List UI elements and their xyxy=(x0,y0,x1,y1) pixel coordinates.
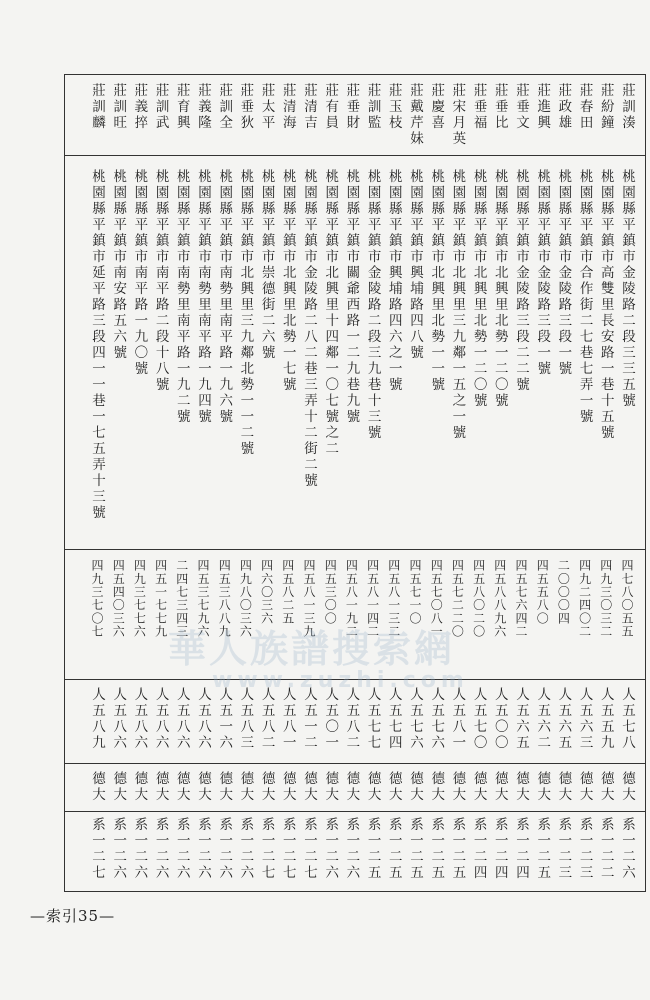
entry-kinship: 系一二七 xyxy=(301,817,317,881)
entry-unit: 德大 xyxy=(470,771,487,803)
entry-address: 桃園縣平鎮市延平路三段四一一巷一七五弄十三號 xyxy=(89,169,105,521)
entry-column xyxy=(278,75,298,891)
entry-name: 莊政雄 xyxy=(555,83,572,131)
entry-kinship: 系一二六 xyxy=(237,817,254,881)
entry-address: 桃園縣平鎮市北興里三九鄰一五之一號 xyxy=(449,169,466,441)
entry-address: 桃園縣平鎮市興埔路四六之一號 xyxy=(385,169,402,393)
entry-number: 四五一七七九 xyxy=(153,559,168,639)
entry-kinship: 系一二三 xyxy=(555,817,572,881)
entry-name: 莊垂福 xyxy=(470,83,487,131)
entry-address: 桃園縣平鎮市金陵路二段三九巷十三號 xyxy=(364,169,381,441)
entry-address: 桃園縣平鎮市南勢里南平路一九四號 xyxy=(195,169,211,425)
entry-kinship: 系一二七 xyxy=(89,817,105,881)
entry-address: 桃園縣平鎮市北興里十四鄰一〇七號之二 xyxy=(322,169,339,457)
entry-column xyxy=(596,75,616,891)
entry-column xyxy=(363,75,383,891)
entry-unit: 德大 xyxy=(449,771,466,803)
entry-category: 人五六二 xyxy=(534,687,551,751)
entry-category: 人五八九 xyxy=(89,687,105,751)
entry-address: 桃園縣平鎮市南安路五六號 xyxy=(110,169,127,361)
entry-category: 人五七四 xyxy=(385,687,402,751)
entry-unit: 德大 xyxy=(89,771,105,803)
entry-kinship: 系一二六 xyxy=(131,817,148,881)
entry-name: 莊慶喜 xyxy=(428,83,445,131)
entry-name: 莊太平 xyxy=(258,83,275,131)
entry-number: 四九八〇三六 xyxy=(238,559,253,639)
entry-unit: 德大 xyxy=(279,771,296,803)
entry-number: 四五八一九二 xyxy=(344,559,359,639)
entry-category: 人五八二 xyxy=(343,687,360,751)
entry-unit: 德大 xyxy=(131,771,148,803)
entry-kinship: 系一二三 xyxy=(576,817,593,881)
entry-number: 四九三七〇七 xyxy=(90,559,104,639)
entry-category: 人五八六 xyxy=(131,687,148,751)
entry-kinship: 系一二六 xyxy=(110,817,127,881)
entry-number: 四九三〇三二 xyxy=(598,559,613,639)
entry-unit: 德大 xyxy=(491,771,508,803)
entry-category: 人五一二 xyxy=(301,687,317,751)
entry-column xyxy=(384,75,404,891)
entry-number: 四五五八〇 xyxy=(535,559,550,625)
entry-column xyxy=(426,75,446,891)
entry-number: 四五三八八九 xyxy=(217,559,232,639)
entry-unit: 德大 xyxy=(555,771,572,803)
entry-column xyxy=(129,75,149,891)
entry-unit: 德大 xyxy=(364,771,381,803)
entry-unit: 德大 xyxy=(322,771,339,803)
entry-address: 桃園縣平鎮市北興里北勢一二〇號 xyxy=(491,169,508,409)
entry-category: 人五五九 xyxy=(597,687,614,751)
entry-kinship: 系一二五 xyxy=(385,817,402,881)
entry-category: 人五六三 xyxy=(576,687,593,751)
entry-column xyxy=(214,75,234,891)
entry-kinship: 系一二四 xyxy=(513,817,529,881)
entry-column xyxy=(257,75,277,891)
entry-kinship: 系一二四 xyxy=(491,817,508,881)
entry-name: 莊春田 xyxy=(576,83,593,131)
entry-name: 莊清吉 xyxy=(301,83,317,131)
entry-column xyxy=(490,75,510,891)
entry-category: 人五一六 xyxy=(216,687,233,751)
entry-unit: 德大 xyxy=(258,771,275,803)
entry-column xyxy=(320,75,340,891)
entry-kinship: 系一二五 xyxy=(534,817,551,881)
entry-category: 人五八六 xyxy=(195,687,211,751)
entry-unit: 德大 xyxy=(110,771,127,803)
entry-unit: 德大 xyxy=(597,771,614,803)
entry-name: 莊訓武 xyxy=(152,83,169,131)
entry-number: 二四七三四三 xyxy=(174,559,189,639)
entry-number: 四九三七七六 xyxy=(132,559,147,639)
entry-number: 四五三〇〇 xyxy=(323,559,338,625)
entry-unit: 德大 xyxy=(173,771,190,803)
entry-unit: 德大 xyxy=(216,771,233,803)
entry-name: 莊育興 xyxy=(173,83,190,131)
entry-kinship: 系一二二 xyxy=(597,817,614,881)
entry-column xyxy=(151,75,171,891)
entry-address: 桃園縣平鎮市金陵路三段一號 xyxy=(534,169,551,377)
entry-column xyxy=(405,75,425,891)
entry-number: 四五八一三二 xyxy=(386,559,401,639)
entry-category: 人五八一 xyxy=(279,687,296,751)
entry-name: 莊宋月英 xyxy=(449,83,466,147)
entry-name: 莊訓麟 xyxy=(89,83,105,131)
entry-number: 四九二四〇二 xyxy=(577,559,592,639)
entry-name: 莊有員 xyxy=(322,83,339,131)
entry-column xyxy=(553,75,573,891)
entry-category: 人五七六 xyxy=(407,687,423,751)
entry-number: 四五七一〇 xyxy=(408,559,422,625)
entry-unit: 德大 xyxy=(195,771,211,803)
entry-name: 莊垂文 xyxy=(513,83,529,131)
entry-address: 桃園縣平鎮市興埔路四八號 xyxy=(407,169,423,361)
entry-address: 桃園縣平鎮市南平路一九〇號 xyxy=(131,169,148,377)
entry-kinship: 系一二六 xyxy=(216,817,233,881)
entry-number: 四五八〇二〇 xyxy=(471,559,486,639)
entry-number: 四五三七九六 xyxy=(196,559,210,639)
entry-address: 桃園縣平鎮市南平路二段十八號 xyxy=(152,169,169,393)
entry-name: 莊清海 xyxy=(279,83,296,131)
entry-column xyxy=(235,75,255,891)
entry-category: 人五八六 xyxy=(173,687,190,751)
entry-name: 莊進興 xyxy=(534,83,551,131)
entry-name: 莊垂狄 xyxy=(237,83,254,131)
entry-name: 莊垂比 xyxy=(491,83,508,131)
entry-unit: 德大 xyxy=(513,771,529,803)
watermark-url: www.zuzhi.com xyxy=(212,668,469,693)
entry-category: 人五七七 xyxy=(364,687,381,751)
entry-name: 莊訓湊 xyxy=(619,83,635,131)
entry-address: 桃園縣平鎮市北興里北勢一七號 xyxy=(279,169,296,393)
entry-kinship: 系一二六 xyxy=(322,817,339,881)
entry-category: 人五八三 xyxy=(237,687,254,751)
entry-number: 四五七〇八一 xyxy=(429,559,444,639)
entry-name: 莊玉枝 xyxy=(385,83,402,131)
entry-kinship: 系一二六 xyxy=(152,817,169,881)
entry-name: 莊紛鐘 xyxy=(597,83,614,131)
entry-category: 人五八六 xyxy=(110,687,127,751)
entry-address: 桃園縣平鎮市北興里三九鄰北勢一一二號 xyxy=(237,169,254,457)
entry-name: 莊訓監 xyxy=(364,83,381,131)
entry-address: 桃園縣平鎮市北興里北勢一一號 xyxy=(428,169,445,393)
entry-address: 桃園縣平鎮市關爺西路一二九巷九號 xyxy=(343,169,360,425)
entry-unit: 德大 xyxy=(428,771,445,803)
entry-number: 四五七二二〇 xyxy=(450,559,465,639)
entry-number: 四五七六四二 xyxy=(514,559,528,639)
entry-column xyxy=(299,75,319,891)
entry-kinship: 系一二六 xyxy=(195,817,211,881)
entry-kinship: 系一二五 xyxy=(364,817,381,881)
entry-kinship: 系一二五 xyxy=(407,817,423,881)
entry-unit: 德大 xyxy=(534,771,551,803)
entry-kinship: 系一二六 xyxy=(173,817,190,881)
entry-category: 人五六五 xyxy=(555,687,572,751)
entry-address: 桃園縣平鎮市高雙里長安路一巷十五號 xyxy=(597,169,614,441)
entry-address: 桃園縣平鎮市金陵路二段三三五號 xyxy=(619,169,635,409)
entry-category: 人五八六 xyxy=(152,687,169,751)
entry-address: 桃園縣平鎮市金陵路三段二二號 xyxy=(513,169,529,393)
entry-category: 人五七八 xyxy=(619,687,635,751)
entry-kinship: 系一二四 xyxy=(470,817,487,881)
entry-category: 人五六五 xyxy=(513,687,529,751)
entry-column xyxy=(87,75,107,891)
entry-address: 桃園縣平鎮市金陵路二八二巷三弄十二街二號 xyxy=(301,169,317,489)
entry-unit: 德大 xyxy=(407,771,423,803)
entry-name: 莊訓旺 xyxy=(110,83,127,131)
entry-address: 桃園縣平鎮市崇德街二六號 xyxy=(258,169,275,361)
entry-unit: 德大 xyxy=(237,771,254,803)
entry-unit: 德大 xyxy=(576,771,593,803)
entry-column xyxy=(532,75,552,891)
entry-number: 四五八二五 xyxy=(280,559,295,625)
entry-category: 人五七六 xyxy=(428,687,445,751)
entry-number: 四六〇三六 xyxy=(259,559,274,625)
entry-unit: 德大 xyxy=(385,771,402,803)
page-number-label: —索引35— xyxy=(30,907,116,925)
entry-column xyxy=(511,75,531,891)
entry-kinship: 系一二七 xyxy=(258,817,275,881)
entry-kinship: 系一二六 xyxy=(343,817,360,881)
entry-category: 人五八一 xyxy=(449,687,466,751)
entry-address: 桃園縣平鎮市金陵路三段一號 xyxy=(555,169,572,377)
entry-kinship: 系一二五 xyxy=(449,817,466,881)
entry-name: 莊垂財 xyxy=(343,83,360,131)
genealogy-index-table xyxy=(64,74,646,892)
entry-column xyxy=(575,75,595,891)
entry-number: 四五八一三九 xyxy=(302,559,316,639)
entry-column xyxy=(172,75,192,891)
entry-number: 二〇〇〇四 xyxy=(556,559,571,625)
entry-column xyxy=(341,75,361,891)
entry-column xyxy=(108,75,128,891)
entry-unit: 德大 xyxy=(301,771,317,803)
entry-name: 莊訓全 xyxy=(216,83,233,131)
entry-kinship: 系一二七 xyxy=(279,817,296,881)
entry-kinship: 系一二六 xyxy=(619,817,635,881)
entry-column xyxy=(193,75,213,891)
entry-unit: 德大 xyxy=(343,771,360,803)
entry-address: 桃園縣平鎮市北興里北勢一二〇號 xyxy=(470,169,487,409)
entry-number: 四五八八九六 xyxy=(492,559,507,639)
entry-address: 桃園縣平鎮市南勢里南平路一九二號 xyxy=(173,169,190,425)
entry-unit: 德大 xyxy=(152,771,169,803)
entry-name: 莊義捽 xyxy=(131,83,148,131)
entry-column xyxy=(617,75,637,891)
entry-number: 四五四〇三六 xyxy=(111,559,126,639)
entry-kinship: 系一二五 xyxy=(428,817,445,881)
entry-number: 四七八〇五五 xyxy=(620,559,634,639)
entry-number: 四五八一四二 xyxy=(365,559,380,639)
entry-category: 人五〇一 xyxy=(322,687,339,751)
watermark-logo: 華人族譜搜索網 xyxy=(168,627,456,671)
entry-column xyxy=(469,75,489,891)
entry-unit: 德大 xyxy=(619,771,635,803)
entry-address: 桃園縣平鎮市合作街二七巷七弄一號 xyxy=(576,169,593,425)
entry-category: 人五〇〇 xyxy=(491,687,508,751)
entry-category: 人五七〇 xyxy=(470,687,487,751)
entry-name: 莊戴芹妹 xyxy=(407,83,423,147)
entry-category: 人五八二 xyxy=(258,687,275,751)
entry-name: 莊義隆 xyxy=(195,83,211,131)
entry-column xyxy=(447,75,467,891)
entry-address: 桃園縣平鎮市南勢里南平路一九六號 xyxy=(216,169,233,425)
